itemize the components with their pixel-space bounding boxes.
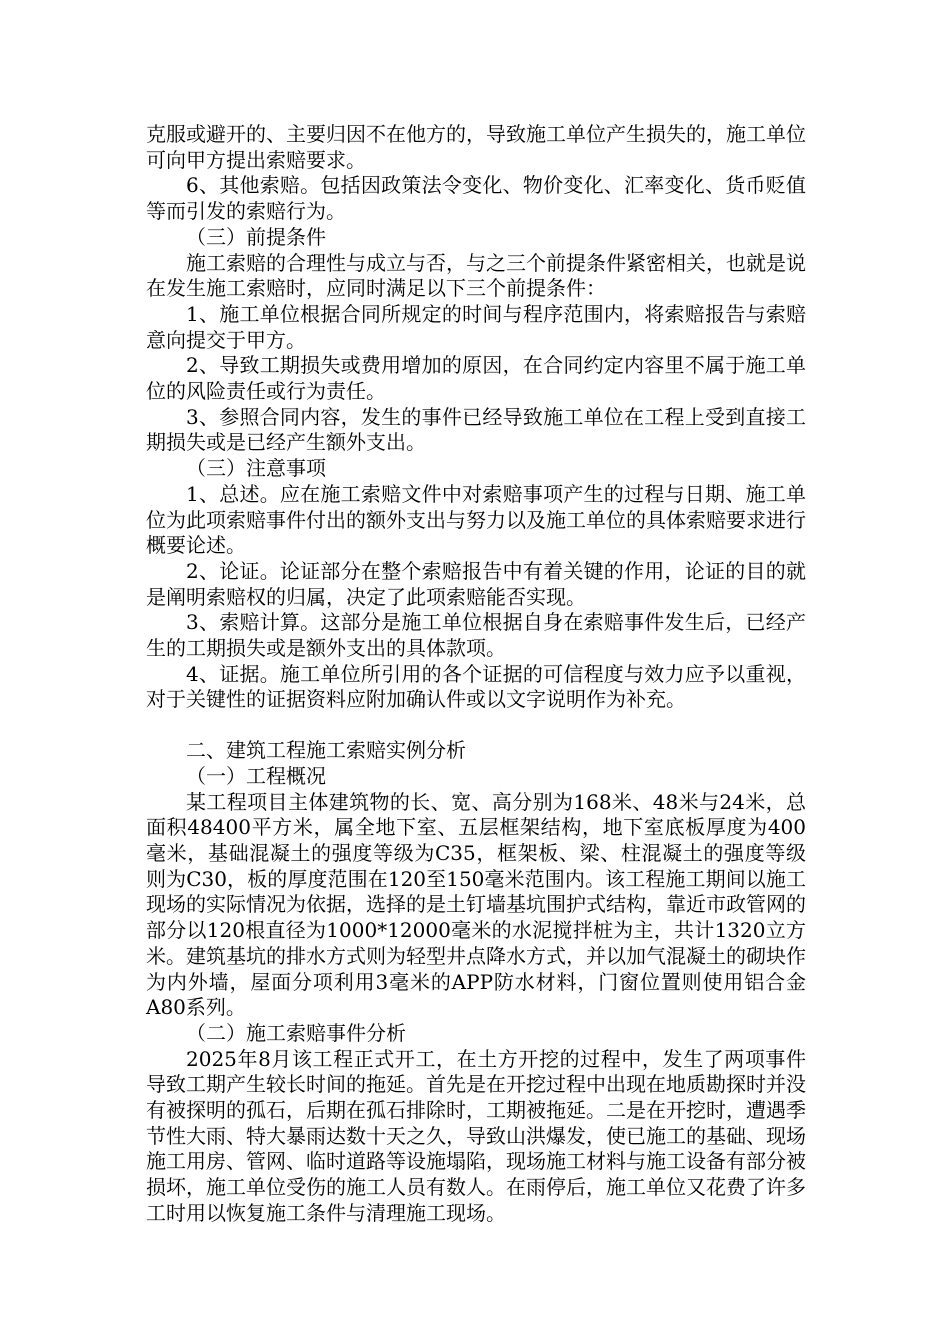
paragraph-precondition-2: 2、导致工期损失或费用增加的原因，在合同约定内容里不属于施工单位的风险责任或行为责任。 — [146, 353, 806, 404]
heading-preconditions: （三）前提条件 — [186, 224, 326, 249]
heading-notes: （三）注意事项 — [186, 456, 326, 481]
paragraph-continuation: 克服或避开的、主要归因不在他方的，导致施工单位产生损失的，施工单位可向甲方提出索赔要求。 — [146, 122, 806, 172]
paragraph-precondition-1: 1、施工单位根据合同所规定的时间与程序范围内，将索赔报告与索赔意向提交于甲方。 — [146, 301, 806, 352]
paragraph-precondition-3: 3、参照合同内容，发生的事件已经导致施工单位在工程上受到直接工期损失或是已经产生额外支出。 — [146, 404, 806, 455]
paragraph-other-claims: 6、其他索赔。包括因政策法令变化、物价变化、汇率变化、货币贬值等而引发的索赔行为。 — [146, 173, 806, 224]
document-page — [146, 122, 806, 1227]
heading-claim-analysis: （二）施工索赔事件分析 — [186, 1020, 406, 1045]
paragraph-note-evidence: 4、证据。施工单位所引用的各个证据的可信程度与效力应予以重视，对于关键性的证据资料应附加确认件或以文字说明作为补充。 — [146, 661, 806, 712]
paragraph-note-calculation: 3、索赔计算。这部分是施工单位根据自身在索赔事件发生后，已经产生的工期损失或是额外支出的具体款项。 — [146, 610, 806, 661]
paragraph-note-argument: 2、论证。论证部分在整个索赔报告中有着关键的作用，论证的目的就是阐明索赔权的归属，决定了此项索赔能否实现。 — [146, 558, 806, 609]
heading-section-two: 二、建筑工程施工索赔实例分析 — [186, 738, 466, 763]
paragraph-claim-analysis: 2025年8月该工程正式开工，在土方开挖的过程中，发生了两项事件导致工期产生较长时间的拖延。首先是在开挖过程中出现在地质勘探时并没有被探明的孤石，后期在孤石排除时，工期被拖延。二是在开挖时，遭遇季节性大雨、特大暴雨达数十天之久，导致山洪爆发，使已施工的基础、现场施工用房、管网、临时道路等设施塌陷，现场施工材料与施工设备有部分被损坏，施工单位受伤的施工人员有数人。在雨停后，施工单位又花费了许多工时用以恢复施工条件与清理施工现场。 — [146, 1046, 806, 1225]
paragraph-note-summary: 1、总述。应在施工索赔文件中对索赔事项产生的过程与日期、施工单位为此项索赔事件付出的额外支出与努力以及施工单位的具体索赔要求进行概要论述。 — [146, 481, 806, 558]
paragraph-project-overview: 某工程项目主体建筑物的长、宽、高分别为168米、48米与24米，总面积48400平方米，属全地下室、五层框架结构，地下室底板厚度为400毫米，基础混凝土的强度等级为C35，框架板、梁、柱混凝土的强度等级则为C30，板的厚度范围在120至150毫米范围内。该工程施工期间以施工现场的实际情况为依据，选择的是土钉墙基坑围护式结构，靠近市政管网的部分以120根直径为1000*12000毫米的水泥搅拌桩为主，共计1320立方米。建筑基坑的排水方式则为轻型井点降水方式，并以加气混凝土的砌块作为内外墙，屋面分项利用3毫米的APP防水材料，门窗位置则使用铝合金A80系列。 — [146, 789, 806, 1020]
paragraph-preconditions-intro: 施工索赔的合理性与成立与否，与之三个前提条件紧密相关，也就是说在发生施工索赔时，应同时满足以下三个前提条件： — [146, 250, 806, 301]
heading-project-overview: （一）工程概况 — [186, 763, 326, 788]
